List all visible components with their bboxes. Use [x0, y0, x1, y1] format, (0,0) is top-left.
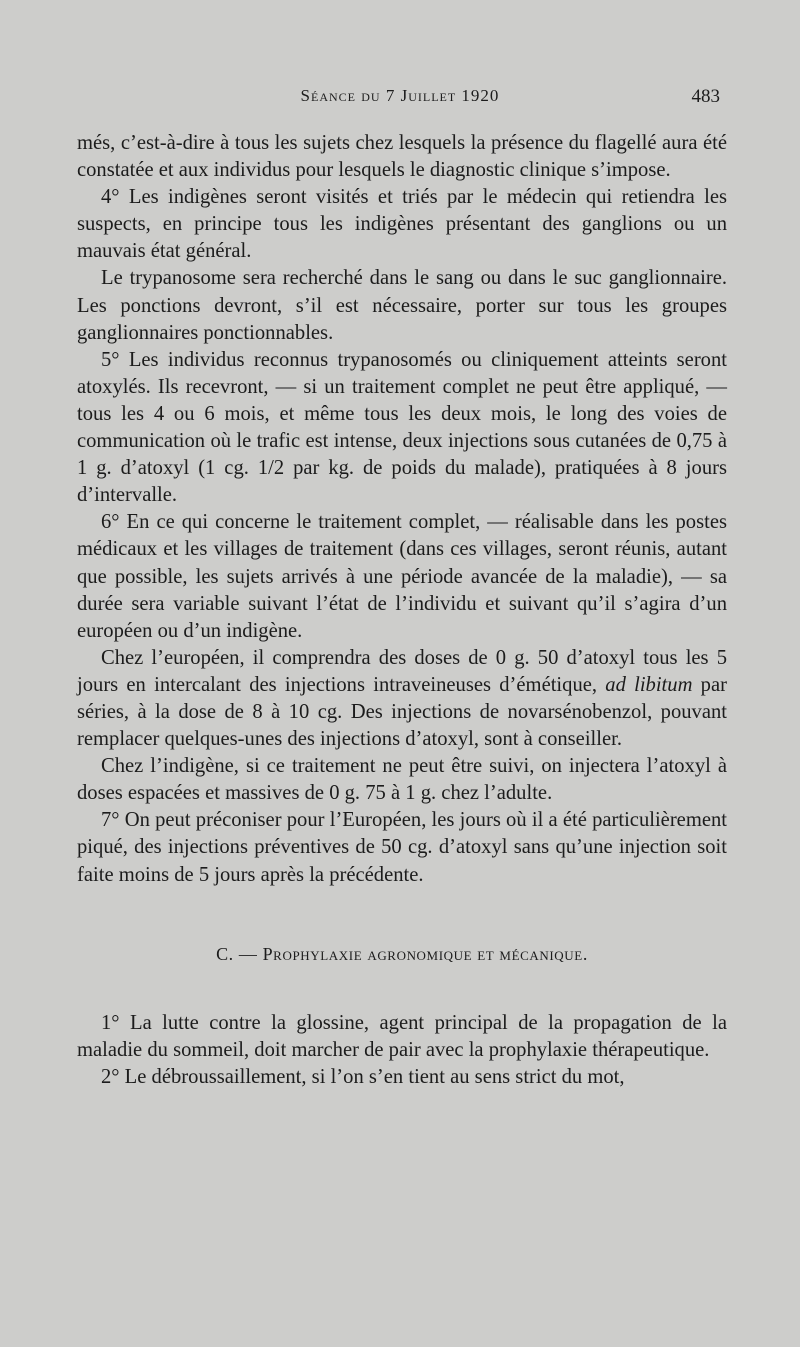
- paragraph-continuation: més, c’est-à-dire à tous les sujets chez lesquels la présence du flagellé aura été constatée et aux individus pour lesquels le diagnostic clinique s’impose.: [77, 132, 727, 182]
- paragraph-item-5: 5° Les individus reconnus trypanosomés ou cliniquement atteints seront atoxylés. Ils recevront, — si un traitement complet ne peut être appliqué, — tous les 4 ou 6 mois, et même tous les deux mois, le long des voies de communication où le trafic est intense, deux injections sous cutanées de 0,75 à 1 g. d’atoxyl (1 cg. 1/2 par kg. de poids du malade), pratiquées à 8 jours d’intervalle.: [77, 348, 727, 507]
- paragraph-item-4: 4° Les indigènes seront visités et triés par le médecin qui retiendra les suspects, en principe tous les indigènes présentant des ganglions ou un mauvais état général.: [77, 186, 727, 263]
- body-text: [77, 130, 727, 1091]
- paragraph-text-before: Chez l’européen, il comprendra des doses de 0 g. 50 d’atoxyl tous les 5 jours en intercalant des injections intraveineuses d’émétique,: [77, 646, 727, 696]
- paragraph-section-item-2: 2° Le débroussaillement, si l’on s’en tient au sens strict du mot,: [101, 1065, 625, 1088]
- paragraph-item-7: 7° On peut préconiser pour l’Européen, les jours où il a été particulièrement piqué, des injections préventives de 50 cg. d’atoxyl sans qu’une injection soit faite moins de 5 jours après la précédente.: [77, 809, 727, 886]
- paragraph-item-6: 6° En ce qui concerne le traitement complet, — réalisable dans les postes médicaux et les villages de traitement (dans ces villages, seront réunis, autant que possible, les sujets arrivés à une période avancée de la maladie), — sa durée sera variable suivant l’état de l’individu et suivant qu’il s’agira d’un européen ou d’un indigène.: [77, 511, 727, 642]
- italic-phrase: ad libitum: [605, 673, 693, 696]
- paragraph-section-item-1: 1° La lutte contre la glossine, agent principal de la propagation de la maladie du sommeil, doit marcher de pair avec la prophylaxie thérapeutique.: [77, 1011, 727, 1061]
- paragraph-european-treatment: [77, 645, 727, 753]
- page-number: 483: [691, 86, 720, 107]
- paragraph-trypanosome-search: Le trypanosome sera recherché dans le sang ou dans le suc ganglionnaire. Les ponctions devront, s’il est nécessaire, porter sur tous les groupes ganglionnaires ponctionnables.: [77, 267, 727, 344]
- paragraph-indigenous-treatment: Chez l’indigène, si ce traitement ne peut être suivi, on injectera l’atoxyl à doses espacées et massives de 0 g. 75 à 1 g. chez l’adulte.: [77, 755, 727, 805]
- running-title: Séance du 7 Juillet 1920: [300, 86, 500, 105]
- section-heading: C. — Prophylaxie agronomique et mécanique.: [216, 943, 588, 964]
- paragraph-text-after: par séries, à la dose de 8 à 10 cg. Des injections de novarsénobenzol, pouvant remplacer quelques-unes des injections d’atoxyl, sont à conseiller.: [77, 673, 727, 751]
- running-head: [0, 86, 800, 112]
